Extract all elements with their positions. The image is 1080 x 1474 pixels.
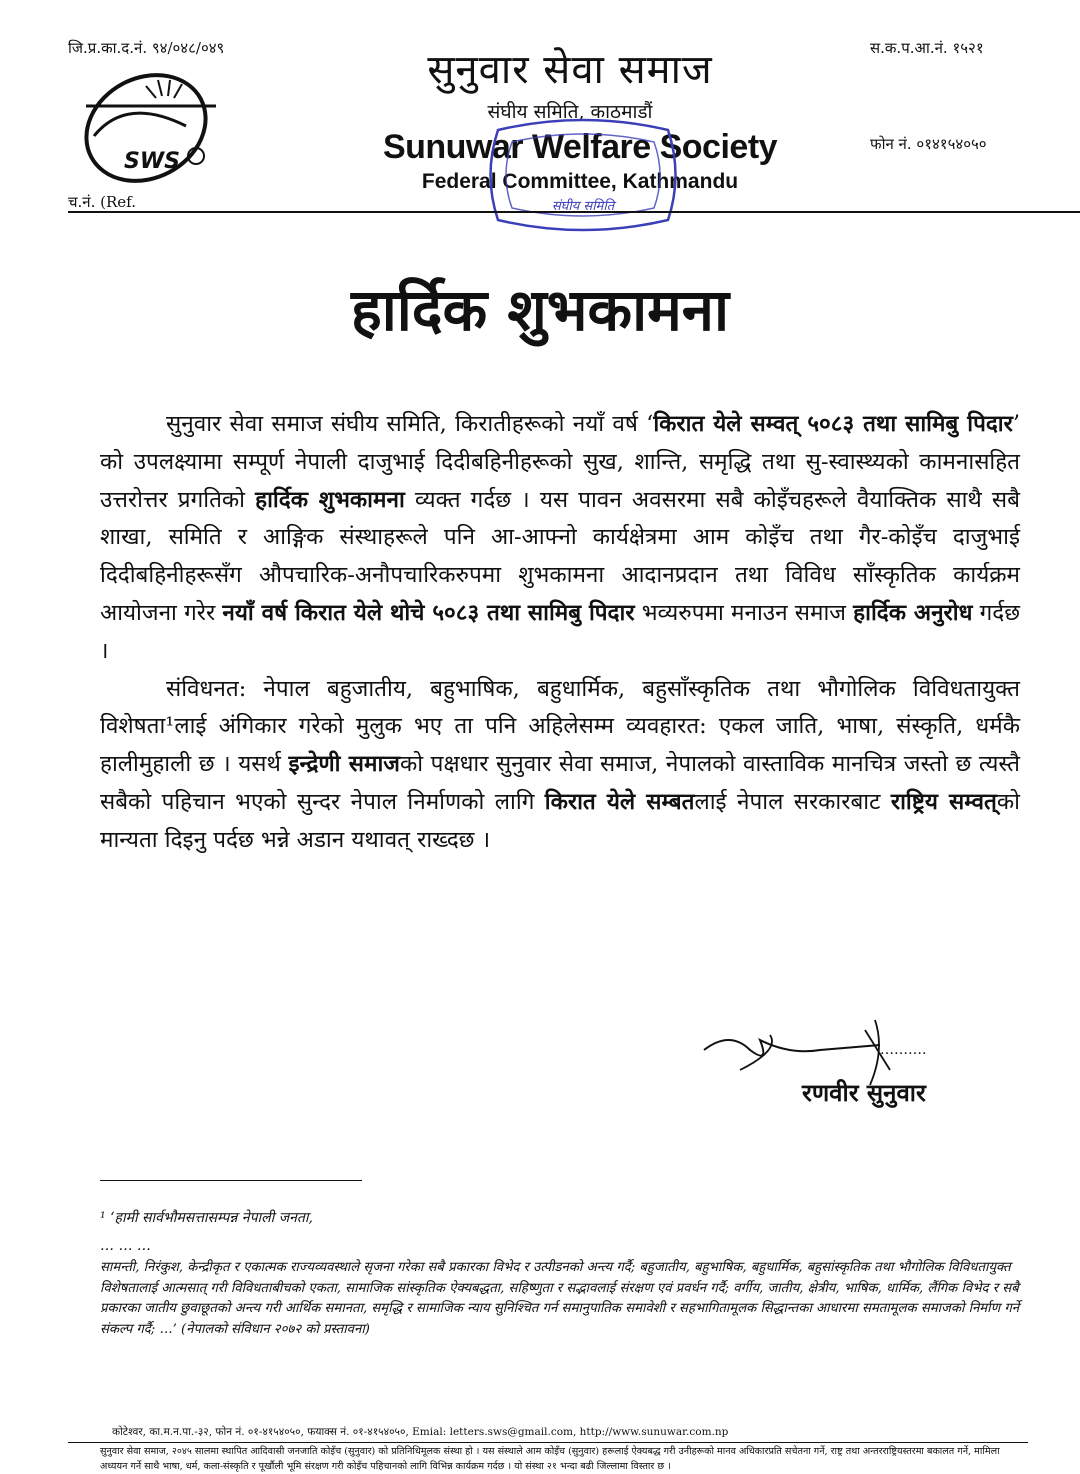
footnote-divider: [100, 1180, 362, 1181]
body-text: गर्दछ ।: [100, 599, 1020, 664]
emphasis-text: हार्दिक अनुरोध: [853, 599, 973, 626]
footer-about: सुनुवार सेवा समाज, २०४५ सालमा स्थापित आदिवासी जनजाति कोइँच (सुनुवार) को प्रतिनिधिमूलक संस्था हो । यस संस्थाले आम कोइँच (सुनुवार) हरूलाई ऐक्यबद्ध गरी उनीहरूको मानव अधिकारप्रति सचेतना गर्ने, राष्ट्र तथा अन्तरराष्ट्रियस्तरमा बकालत गर्ने, मामिला अध्ययन गर्ने साथै भाषा, धर्म, कला-संस्कृति र पूर्खौली भूमि संरक्षण गरी कोइँच पहिचानको लागि विभिन्न कार्यक्रम गर्दछ । यो संस्था २१ भन्दा बढी जिल्लामा विस्तार छ ।: [100, 1446, 1000, 1472]
body-text: को मान्यता दिइनु पर्दछ भन्ने अडान यथावत् राख्दछ ।: [100, 788, 1020, 853]
org-name-english: Sunuwar Welfare Society: [382, 128, 778, 166]
svg-text:संघीय समिति: संघीय समिति: [551, 199, 615, 214]
emphasis-text: नयाँ वर्ष किरात येले थोचे ५०८३ तथा सामिबु पिदार: [222, 599, 635, 626]
reference-number: च.नं. (Ref.: [68, 193, 136, 211]
body-text: को पक्षधार सुनुवार सेवा समाज, नेपालको वास्ताविक मानचित्र जस्तो छ त्यस्तै सबैको पहिचान भएको सुन्दर नेपाल निर्माणको लागि: [100, 751, 1020, 815]
org-subtitle-nepali: संघीय समिति, काठमाडौं: [487, 101, 653, 123]
phone-number: फोन नं. ०१४१५४०५०: [870, 135, 987, 153]
paragraph-1: [100, 406, 1020, 671]
body-text: संविधनत: नेपाल बहुजातीय, बहुभाषिक, बहुधार्मिक, बहुसाँस्कृतिक तथा भौगोलिक विविधतायुक्त विशेषता¹लाई अंगिकार गरेको मुलुक भए ता पनि अहिलेसम्म व्यवहारत: एकल जाति, भाषा, संस्कृति, धर्मकै हालीमुहाली छ । यसर्थ: [100, 675, 1020, 778]
body-text: सुनुवार सेवा समाज संघीय समिति, किरातीहरूको नयाँ वर्ष ‘: [166, 411, 654, 437]
registration-number: जि.प्र.का.द.नं. ९४/०४८/०४९: [68, 39, 225, 57]
emphasis-text: इन्द्रेणी समाज: [288, 751, 400, 778]
footnote-text: सामन्ती, निरंकुश, केन्द्रीकृत र एकात्मक राज्यव्यवस्थाले सृजना गरेका सबै प्रकारका विभेद र उत्पीडनको अन्त्य गर्दै; बहुजातीय, बहुभाषिक, बहुधार्मिक, बहुसांस्कृतिक तथा भौगोलिक विविधतायुक्त विशेषतालाई आत्मसात् गरी विविधताबीचको एकता, सामाजिक सांस्कृतिक ऐक्यबद्धता, सहिष्णुता र सद्भावलाई संरक्षण एवं प्रवर्धन गर्दै; वर्गीय, जातीय, क्षेत्रीय, भाषिक, धार्मिक, लैंगिक विभेद र सबै प्रकारका जातीय छुवाछूतको अन्त्य गरी आर्थिक समानता, समृद्धि र सामाजिक न्याय सुनिश्चित गर्न समानुपातिक समावेशी र सहभागितामूलक सिद्धान्तका आधारमा समतामूलक समाजको निर्माण गर्ने संकल्प गर्दै; …’ (नेपालको संविधान २०७२ को प्रस्तावना): [100, 1260, 1020, 1337]
official-stamp-icon: [478, 110, 688, 240]
paragraph-2: [100, 671, 1020, 860]
org-name-nepali: सुनुवार सेवा समाज: [427, 47, 713, 93]
footer-address: कोटेश्वर, का.म.न.पा.-३२, फोन नं. ०१-४१५४०५०, फयाक्स नं. ०१-४१५४०५०, Emial: letters.sws@gmail.com, http://www.sunuwar.com.np: [112, 1426, 729, 1438]
body-text: व्यक्त गर्दछ । यस पावन अवसरमा सबै कोइँचहरूले वैयाक्तिक साथै सबै शाखा, समिति र आङ्गिक संस्थाहरूले पनि आ-आफ्नो कार्यक्षेत्रमा आम कोइँच तथा गैर-कोइँच दाजुभाई दिदीबहिनीहरूसँग औपचारिक-अनौपचारिकरुपमा शुभकामना आदानप्रदान तथा विविध साँस्कृतिक कार्यक्रम आयोजना गरेर: [100, 486, 1020, 626]
org-subtitle-english: Federal Committee, Kathmandu: [421, 170, 739, 193]
body-text: ’ को उपलक्ष्यामा सम्पूर्ण नेपाली दाजुभाई दिदीबहिनीहरूको सुख, शान्ति, समृद्धि तथा सु-स्वास्थ्यको कामनासहित उत्तरोत्तर प्रगतिको: [100, 411, 1020, 513]
body-text: भव्यरुपमा मनाउन समाज: [634, 599, 854, 626]
emphasis-text: किरात येले सम्वत् ५०८३ तथा सामिबु पिदार: [653, 411, 1013, 437]
emphasis-text: राष्ट्रिय सम्वत्: [890, 788, 997, 815]
svg-text:SWS: SWS: [124, 149, 180, 174]
signatory-name: रणवीर सुनुवार: [802, 1079, 926, 1107]
footnote-ellipsis: … … …: [100, 1238, 151, 1254]
sws-logo-icon: [66, 66, 236, 196]
emphasis-text: किरात येले सम्बत: [544, 788, 695, 815]
body-text: लाई नेपाल सरकारबाट: [694, 788, 891, 815]
svg-text:……….: ……….: [880, 1042, 927, 1058]
footnote-quote: ¹ ‘हामी सार्वभौमसत्तासम्पन्न नेपाली जनता,: [100, 1210, 313, 1226]
letter-body: [100, 406, 1020, 860]
emphasis-text: हार्दिक शुभकामना: [255, 486, 405, 513]
header-divider: [68, 211, 1080, 213]
footer-divider: [68, 1442, 1028, 1443]
page-title: हार्दिक शुभकामना: [350, 276, 730, 344]
affiliation-number: स.क.प.आ.नं. १५२१: [870, 39, 984, 57]
